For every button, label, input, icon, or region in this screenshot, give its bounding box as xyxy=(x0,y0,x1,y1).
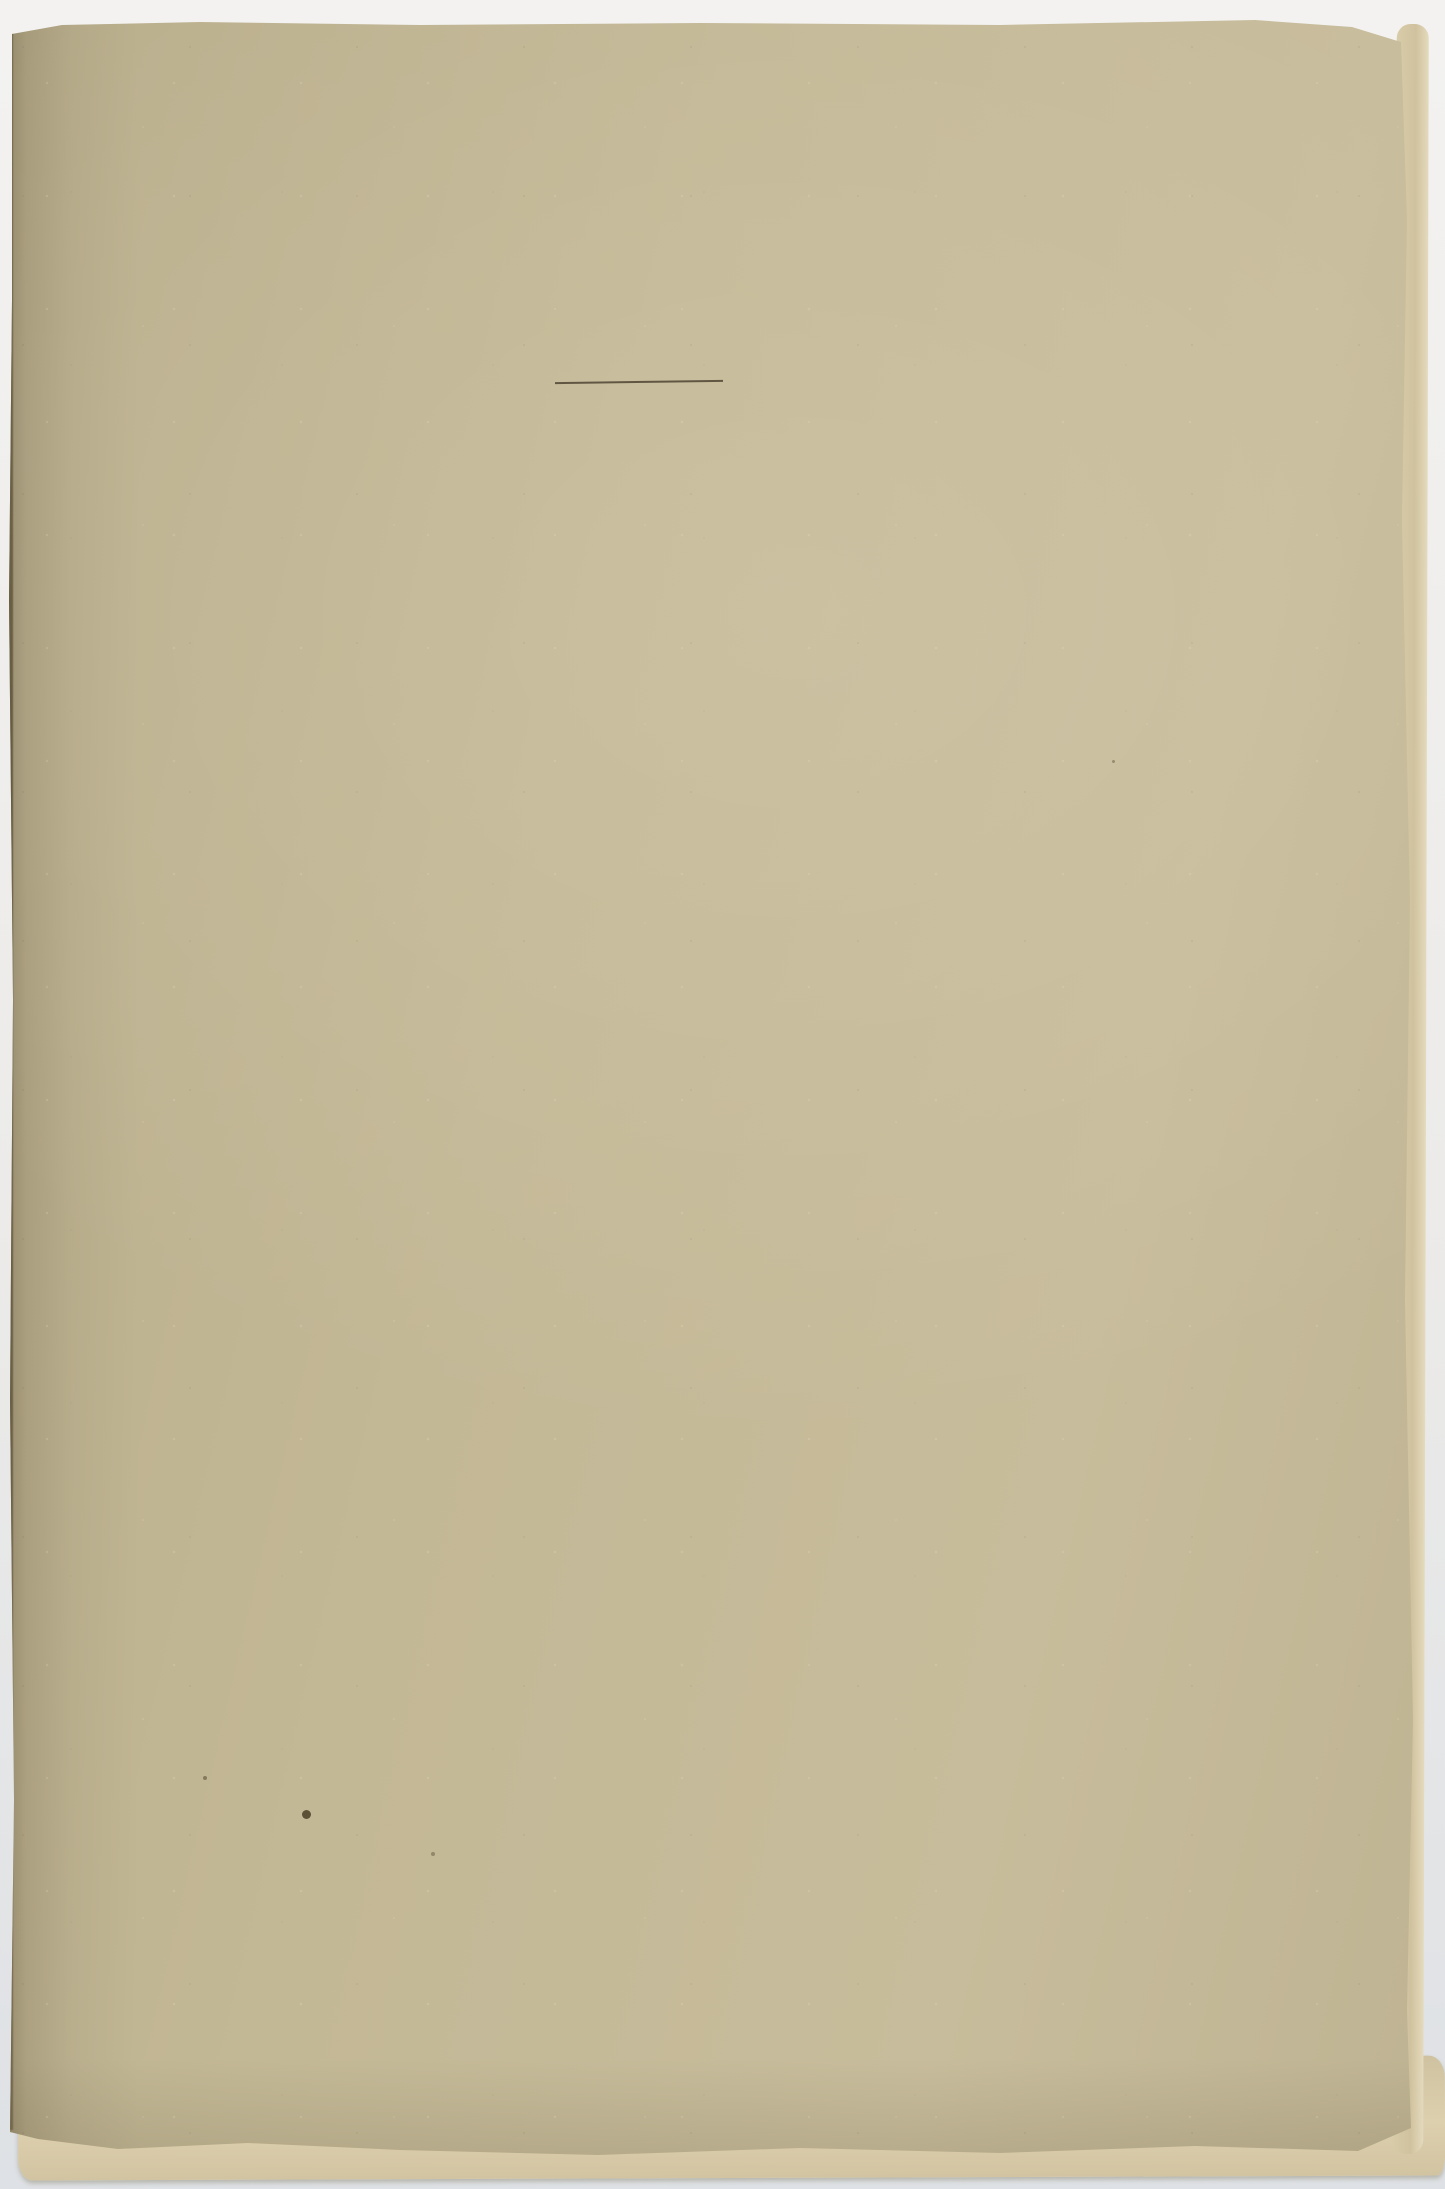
ink-speck xyxy=(302,1810,311,1819)
binding-gutter-shadow xyxy=(8,30,13,2130)
ink-speck xyxy=(203,1776,207,1780)
section-divider xyxy=(555,380,723,384)
ink-speck xyxy=(1112,760,1115,763)
ink-speck xyxy=(431,1852,435,1856)
table-of-contents xyxy=(100,263,1128,383)
